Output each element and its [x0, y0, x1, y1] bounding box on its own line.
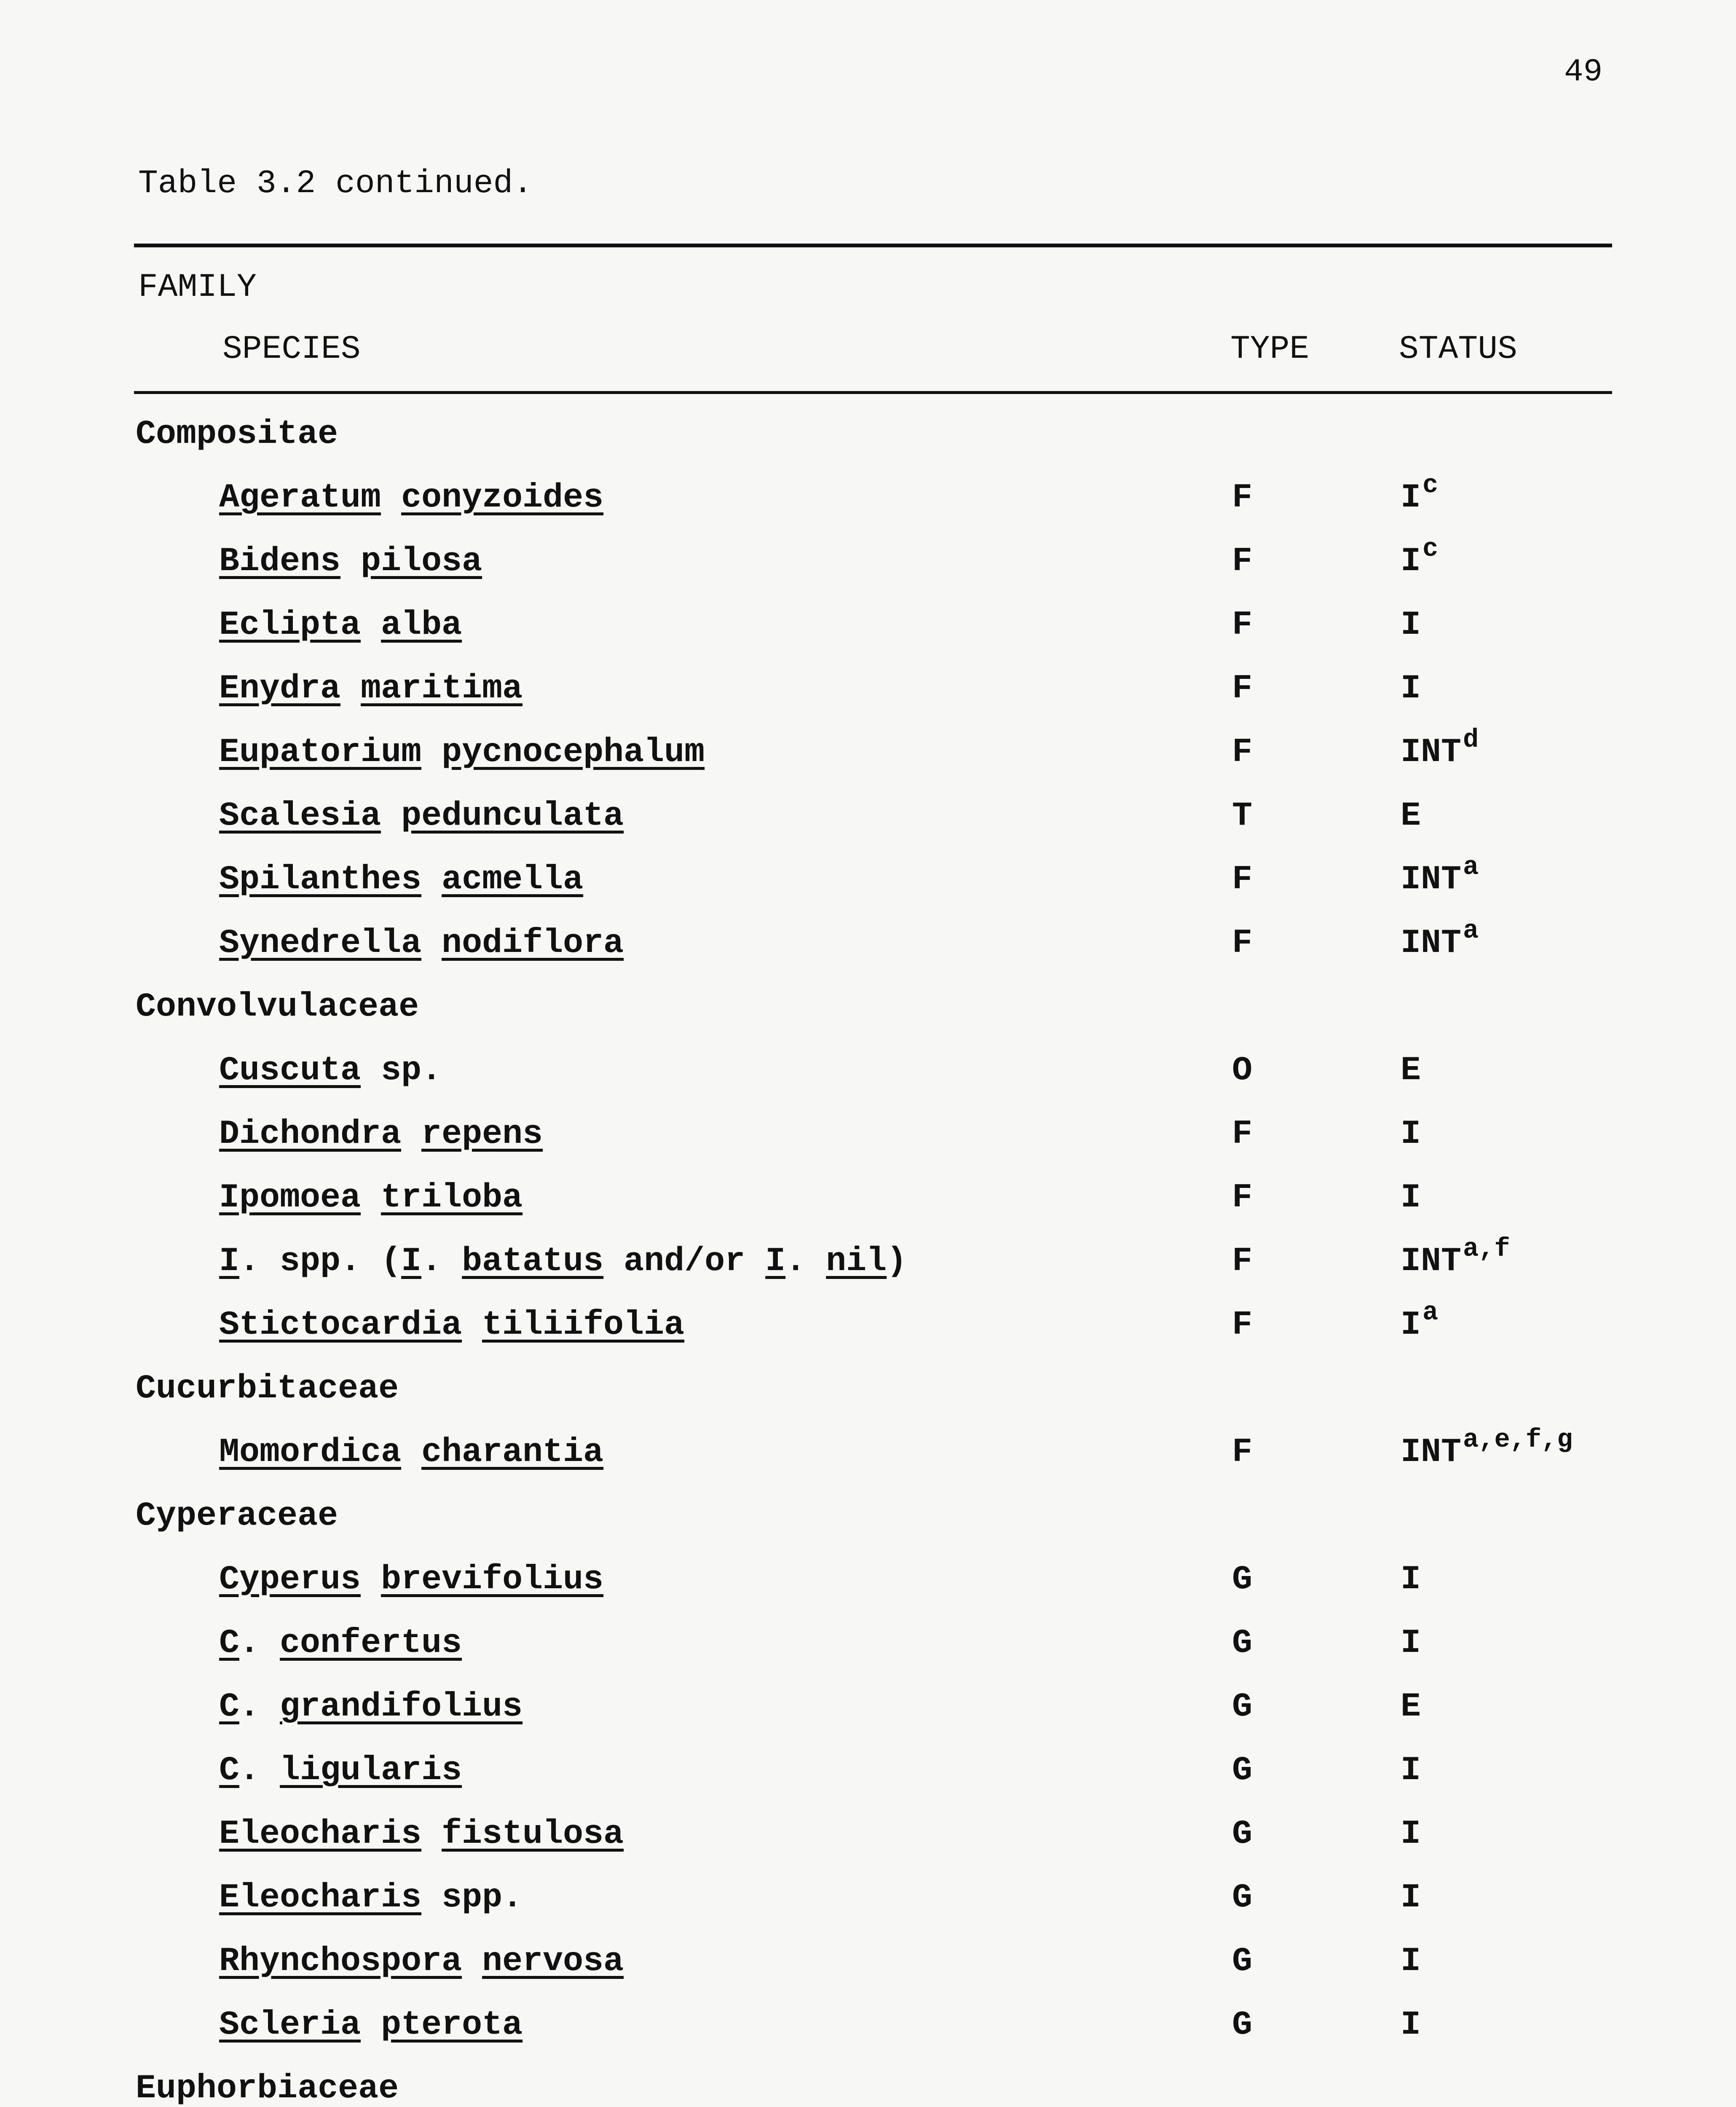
species-name-part: .	[239, 1624, 280, 1662]
status-code: INT	[1401, 733, 1462, 772]
status-cell	[1401, 470, 1439, 517]
status-cell	[1401, 1115, 1421, 1153]
species-row	[0, 1051, 1736, 1102]
family-name: Euphorbiaceae	[136, 2069, 399, 2107]
species-row	[0, 1942, 1736, 1993]
species-name-part: nodiflora	[442, 924, 624, 962]
status-cell	[1401, 1560, 1421, 1599]
species-name-part: tiliifolia	[482, 1306, 685, 1344]
species-row	[0, 1879, 1736, 1929]
species-row	[0, 470, 1736, 529]
species-name-part: Ageratum	[219, 479, 381, 517]
status-code: I	[1401, 1815, 1421, 1853]
status-footnote: a	[1423, 1297, 1439, 1327]
species-name	[219, 1433, 603, 1472]
species-name-part: Synedrella	[219, 924, 422, 962]
status-cell	[1401, 1942, 1421, 1981]
status-cell	[1401, 534, 1439, 581]
family-row	[0, 988, 1736, 1038]
species-name	[219, 479, 603, 517]
status-code: INT	[1401, 1433, 1462, 1472]
species-name-part: Dichondra	[219, 1115, 402, 1153]
status-footnote: a	[1463, 916, 1479, 946]
status-code: I	[1401, 1751, 1421, 1790]
species-name-part: grandifolius	[280, 1688, 523, 1726]
family-name: Convolvulaceae	[136, 988, 419, 1026]
status-cell	[1401, 1425, 1573, 1472]
status-code: E	[1401, 1688, 1421, 1726]
species-row	[0, 797, 1736, 847]
species-name	[219, 1815, 624, 1853]
species-name-part: Stictocardia	[219, 1306, 462, 1344]
type-cell: F	[1232, 860, 1253, 899]
species-name-part	[421, 860, 442, 899]
species-name-part: C	[219, 1624, 240, 1662]
family-name: Compositae	[136, 415, 338, 453]
species-row	[0, 1234, 1736, 1293]
type-cell: F	[1232, 670, 1253, 708]
species-row	[0, 1297, 1736, 1356]
status-code: I	[1401, 1115, 1421, 1153]
status-code: INT	[1401, 924, 1462, 962]
table-top-rule	[134, 244, 1612, 247]
species-name-part: fistulosa	[442, 1815, 624, 1853]
species-name-part: charantia	[421, 1433, 604, 1472]
status-cell	[1401, 916, 1479, 962]
species-name-part: Ipomoea	[219, 1179, 361, 1217]
species-row	[0, 534, 1736, 593]
status-footnote: a	[1463, 852, 1479, 882]
species-name-part: )	[887, 1242, 907, 1281]
species-name	[219, 1688, 522, 1726]
status-cell	[1401, 1297, 1439, 1344]
type-cell: F	[1232, 1242, 1253, 1281]
species-name-part	[361, 1560, 381, 1599]
status-footnote: a,f	[1463, 1234, 1510, 1264]
family-row	[0, 2069, 1736, 2107]
type-cell: G	[1232, 2006, 1253, 2044]
table-title: Table 3.2 continued.	[138, 165, 533, 202]
species-name	[219, 797, 624, 835]
family-row	[0, 415, 1736, 466]
status-cell	[1401, 1624, 1421, 1662]
species-name-part	[421, 924, 442, 962]
species-name	[219, 1306, 684, 1344]
status-code: E	[1401, 1051, 1421, 1090]
species-name-part: Scalesia	[219, 797, 381, 835]
status-code: I	[1401, 670, 1421, 708]
species-name-part: brevifolius	[381, 1560, 604, 1599]
status-column-header: STATUS	[1399, 331, 1517, 368]
species-name	[219, 542, 482, 581]
type-cell: G	[1232, 1815, 1253, 1853]
type-cell: G	[1232, 1688, 1253, 1726]
species-name-part: I	[219, 1242, 240, 1281]
species-name-part: nil	[826, 1242, 887, 1281]
species-name-part	[381, 797, 401, 835]
species-row	[0, 606, 1736, 657]
status-footnote: a,e,f,g	[1463, 1425, 1573, 1455]
type-cell: F	[1232, 1115, 1253, 1153]
status-cell	[1401, 606, 1421, 644]
species-name-part: Rhynchospora	[219, 1942, 462, 1981]
status-cell	[1401, 2006, 1421, 2044]
status-code: I	[1401, 479, 1421, 517]
status-footnote: d	[1463, 725, 1479, 755]
family-row	[0, 1370, 1736, 1420]
status-code: E	[1401, 797, 1421, 835]
species-row	[0, 1624, 1736, 1675]
species-name	[219, 1879, 522, 1917]
species-name	[219, 1051, 442, 1090]
type-cell: F	[1232, 1433, 1253, 1472]
species-name-part: spp.	[421, 1879, 523, 1917]
status-cell	[1401, 1751, 1421, 1790]
species-name-part: and/or	[603, 1242, 766, 1281]
species-name	[219, 606, 462, 644]
type-cell: F	[1232, 1179, 1253, 1217]
family-name: Cucurbitaceae	[136, 1370, 399, 1408]
species-column-header: SPECIES	[222, 331, 361, 368]
status-code: INT	[1401, 860, 1462, 899]
species-name-part: C	[219, 1688, 240, 1726]
species-name-part: batatus	[462, 1242, 604, 1281]
species-name-part: Scleria	[219, 2006, 361, 2044]
species-name-part	[340, 542, 361, 581]
species-name-part: sp.	[361, 1051, 442, 1090]
species-name-part: pterota	[381, 2006, 523, 2044]
status-code: I	[1401, 606, 1421, 644]
species-name	[219, 1624, 462, 1662]
species-name	[219, 1942, 624, 1981]
species-name	[219, 2006, 522, 2044]
species-row	[0, 1815, 1736, 1866]
status-cell	[1401, 852, 1479, 899]
type-cell: G	[1232, 1751, 1253, 1790]
type-cell: F	[1232, 733, 1253, 772]
species-name-part	[401, 1433, 421, 1472]
species-name-part: Eclipta	[219, 606, 361, 644]
species-name-part: .	[421, 1242, 462, 1281]
species-name-part	[401, 1115, 421, 1153]
species-name-part: pycnocephalum	[442, 733, 705, 772]
species-name-part	[421, 733, 442, 772]
species-row	[0, 725, 1736, 784]
species-name-part: confertus	[280, 1624, 462, 1662]
species-name-part: .	[785, 1242, 826, 1281]
family-row	[0, 1497, 1736, 1547]
species-name-part	[361, 2006, 381, 2044]
status-code: I	[1401, 1179, 1421, 1217]
species-name-part	[421, 1815, 442, 1853]
species-name-part: repens	[421, 1115, 543, 1153]
type-cell: G	[1232, 1560, 1253, 1599]
species-name-part	[361, 1179, 381, 1217]
type-cell: O	[1232, 1051, 1253, 1090]
species-row	[0, 1688, 1736, 1738]
species-name-part: Spilanthes	[219, 860, 422, 899]
species-name-part: maritima	[361, 670, 523, 708]
status-cell	[1401, 725, 1479, 772]
species-name	[219, 1751, 462, 1790]
status-cell	[1401, 1879, 1421, 1917]
species-row	[0, 2006, 1736, 2056]
species-name-part: Momordica	[219, 1433, 402, 1472]
species-name-part: Eupatorium	[219, 733, 422, 772]
species-name-part: I	[765, 1242, 786, 1281]
status-cell	[1401, 1815, 1421, 1853]
species-name-part: pedunculata	[401, 797, 624, 835]
status-cell	[1401, 1179, 1421, 1217]
species-name-part	[340, 670, 361, 708]
status-cell	[1401, 1688, 1421, 1726]
species-name-part: Enydra	[219, 670, 341, 708]
header-rule	[134, 391, 1612, 394]
status-footnote: c	[1423, 470, 1439, 500]
family-column-header: FAMILY	[138, 269, 257, 306]
species-name	[219, 1560, 603, 1599]
species-name	[219, 860, 583, 899]
status-code: I	[1401, 1942, 1421, 1981]
species-name-part: Eleocharis	[219, 1815, 422, 1853]
status-code: I	[1401, 1560, 1421, 1599]
species-name	[219, 670, 522, 708]
species-name	[219, 1242, 907, 1281]
species-name-part	[462, 1942, 482, 1981]
type-cell: G	[1232, 1624, 1253, 1662]
status-code: I	[1401, 542, 1421, 581]
type-cell: F	[1232, 479, 1253, 517]
species-name	[219, 1179, 522, 1217]
species-name-part	[462, 1306, 482, 1344]
species-name-part: . spp. (	[239, 1242, 402, 1281]
species-name-part: acmella	[442, 860, 584, 899]
species-name-part: Bidens	[219, 542, 341, 581]
species-name-part: triloba	[381, 1179, 523, 1217]
species-row	[0, 1179, 1736, 1229]
status-cell	[1401, 670, 1421, 708]
type-column-header: TYPE	[1230, 331, 1310, 368]
status-cell	[1401, 1234, 1510, 1281]
status-code: I	[1401, 1306, 1421, 1344]
species-name-part: C	[219, 1751, 240, 1790]
status-code: I	[1401, 2006, 1421, 2044]
type-cell: F	[1232, 1306, 1253, 1344]
type-cell: F	[1232, 542, 1253, 581]
species-row	[0, 1751, 1736, 1802]
species-name	[219, 733, 705, 772]
species-name-part: Cuscuta	[219, 1051, 361, 1090]
species-name	[219, 1115, 543, 1153]
page-number: 49	[1564, 54, 1603, 90]
species-name-part	[361, 606, 381, 644]
species-name-part	[381, 479, 401, 517]
species-name-part: .	[239, 1751, 280, 1790]
species-row	[0, 1425, 1736, 1484]
type-cell: F	[1232, 606, 1253, 644]
species-name	[219, 924, 624, 962]
species-name-part: Cyperus	[219, 1560, 361, 1599]
species-name-part: .	[239, 1688, 280, 1726]
species-row	[0, 852, 1736, 911]
type-cell: G	[1232, 1879, 1253, 1917]
species-name-part: conyzoides	[401, 479, 604, 517]
species-name-part: pilosa	[361, 542, 482, 581]
status-code: I	[1401, 1624, 1421, 1662]
type-cell: F	[1232, 924, 1253, 962]
family-name: Cyperaceae	[136, 1497, 338, 1535]
type-cell: T	[1232, 797, 1253, 835]
type-cell: G	[1232, 1942, 1253, 1981]
status-cell	[1401, 1051, 1421, 1090]
species-row	[0, 670, 1736, 720]
status-code: I	[1401, 1879, 1421, 1917]
species-row	[0, 916, 1736, 975]
status-cell	[1401, 797, 1421, 835]
species-name-part: alba	[381, 606, 462, 644]
species-name-part: nervosa	[482, 1942, 624, 1981]
species-name-part: Eleocharis	[219, 1879, 422, 1917]
species-row	[0, 1560, 1736, 1611]
species-row	[0, 1115, 1736, 1166]
status-code: INT	[1401, 1242, 1462, 1281]
species-name-part: I	[401, 1242, 422, 1281]
species-name-part: ligularis	[280, 1751, 462, 1790]
status-footnote: c	[1423, 534, 1439, 564]
